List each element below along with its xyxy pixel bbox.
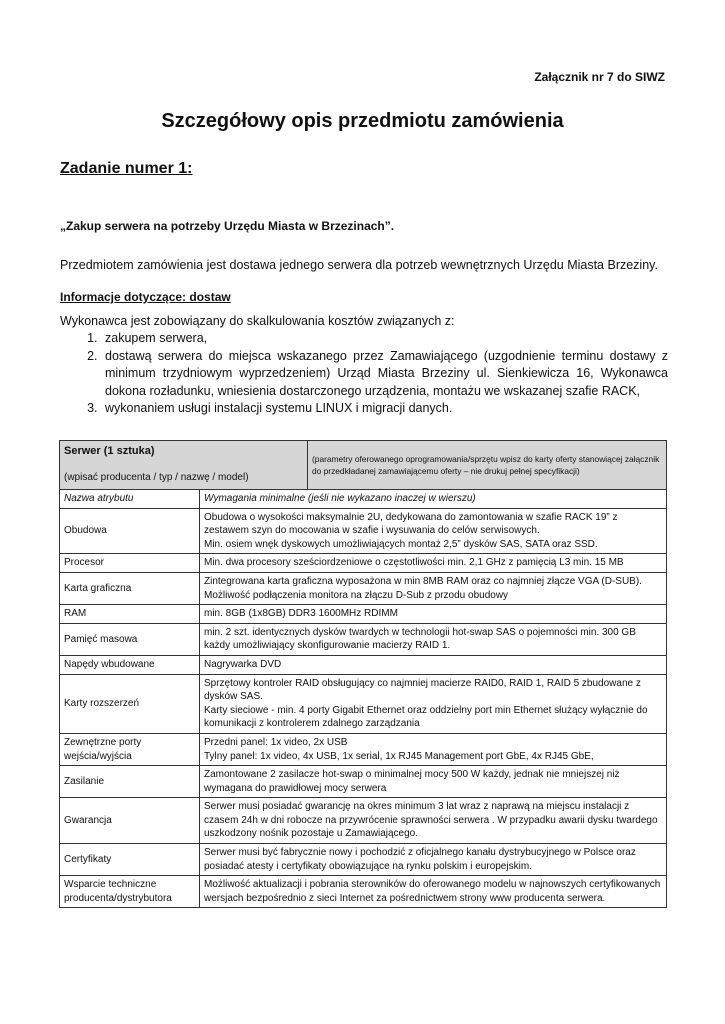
table-header-row xyxy=(60,441,667,490)
table-row xyxy=(60,554,667,573)
requirement-cell: Przedni panel: 1x video, 2x USB Tylny panel: 1x video, 4x USB, 1x serial, 1x RJ45 Management port GbE, 4x RJ45 GbE, xyxy=(200,733,667,765)
requirement-cell: Min. dwa procesory sześciordzeniowe o częstotliwości min. 2,1 GHz z pamięcią L3 min. 15 MB xyxy=(200,554,667,573)
spec-body xyxy=(60,508,667,908)
subject-line: „Zakup serwera na potrzeby Urzędu Miasta w Brzezinach”. xyxy=(60,219,395,233)
attribute-cell: Karta graficzna xyxy=(60,572,200,604)
attribute-cell: Zewnętrzne porty wejścia/wyjścia xyxy=(60,733,200,765)
requirement-cell: Sprzętowy kontroler RAID obsługujący co najmniej macierze RAID0, RAID 1, RAID 5 zbudowane z dysków SAS. Karty sieciowe - min. 4 porty Gigabit Ethernet oraz oddzielny port min Ethernet służący wyłącznie do komunikacji z kontrolerem zdalnego zarządzania xyxy=(200,674,667,733)
page-title: Szczegółowy opis przedmiotu zamówienia xyxy=(161,110,564,132)
attribute-cell: Gwarancja xyxy=(60,798,200,844)
column-header-row xyxy=(60,490,667,509)
attribute-cell: Napędy wbudowane xyxy=(60,655,200,674)
attribute-cell: Certyfikaty xyxy=(60,844,200,876)
requirement-cell: min. 2 szt. identycznych dysków twardych w technologii hot-swap SAS o pojemności min. 300 GB każdy umożliwiający skonfigurowanie macierzy RAID 1. xyxy=(200,623,667,655)
task-heading: Zadanie numer 1: xyxy=(60,160,193,177)
info-heading: Informacje dotyczące: dostaw xyxy=(60,290,231,304)
table-row xyxy=(60,572,667,604)
table-row xyxy=(60,844,667,876)
attribute-cell: Pamięć masowa xyxy=(60,623,200,655)
attribute-cell: Zasilanie xyxy=(60,766,200,798)
table-row xyxy=(60,876,667,908)
requirement-cell: Możliwość aktualizacji i pobrania sterowników do oferowanego modelu w najnowszych certyfikowanych wersjach bezpośrednio z sieci Internet za pośrednictwem strony www producenta serwera. xyxy=(200,876,667,908)
requirement-cell: Zintegrowana karta graficzna wyposażona w min 8MB RAM oraz co najmniej złącze VGA (D-SUB). Możliwość podłączenia monitora na złączu D-Sub z przodu obudowy xyxy=(200,572,667,604)
attribute-cell: Wsparcie techniczne producenta/dystrybutora xyxy=(60,876,200,908)
attachment-label: Załącznik nr 7 do SIWZ xyxy=(534,70,665,84)
server-title: Serwer (1 sztuka) xyxy=(64,445,155,457)
table-row xyxy=(60,655,667,674)
requirement-cell: Serwer musi być fabrycznie nowy i pochodzić z oficjalnego kanału dystrybucyjnego w Polsce oraz posiadać atesty i certyfikaty obowiązujące na rynku polskim i europejskim. xyxy=(200,844,667,876)
table-row xyxy=(60,766,667,798)
attribute-cell: Procesor xyxy=(60,554,200,573)
table-row xyxy=(60,733,667,765)
table-row xyxy=(60,623,667,655)
requirement-cell: Obudowa o wysokości maksymalnie 2U, dedykowana do zamontowania w szafie RACK 19” z zestawem szyn do mocowania w szafie i wysuwania do celów serwisowych. Min. osiem wnęk dyskowych umożliwiających montaż 2,5” dysków SAS, SATA oraz SSD. xyxy=(200,508,667,554)
table-row xyxy=(60,605,667,624)
table-row xyxy=(60,798,667,844)
intro-paragraph: Przedmiotem zamówienia jest dostawa jednego serwera dla potrzeb wewnętrznych Urzędu Miasta Brzeziny. xyxy=(60,258,658,272)
list-item: 2. dostawą serwera do miejsca wskazanego przez Zamawiającego (uzgodnienie terminu dostawy z minimum trzydniowym wyprzedzeniem) Urząd Miasta Brzeziny ul. Sienkiewicza 16, Wykonawca dokona rozładunku, wniesienia dostarczonego urządzenia, montażu we wskazanej szafie RACK, xyxy=(101,348,668,401)
list-item: 3. wykonaniem usługi instalacji systemu LINUX i migracji danych. xyxy=(101,400,668,418)
attribute-cell: RAM xyxy=(60,605,200,624)
col-req-header: Wymagania minimalne (jeśli nie wykazano inaczej w wierszu) xyxy=(200,490,667,509)
attribute-cell: Obudowa xyxy=(60,508,200,554)
server-subtitle: (wpisać producenta / typ / nazwę / model) xyxy=(64,471,249,483)
list-item: 1. zakupem serwera, xyxy=(101,330,668,348)
obligations-list xyxy=(60,330,668,418)
header-note: (parametry oferowanego oprogramowania/sprzętu wpisz do karty oferty stanowiącej załącznik do przedkładanej zamawiającemu oferty – nie drukuj pełnej specyfikacji) xyxy=(308,441,667,490)
table-row xyxy=(60,674,667,733)
table-row xyxy=(60,508,667,554)
requirement-cell: min. 8GB (1x8GB) DDR3 1600MHz RDIMM xyxy=(200,605,667,624)
spec-table xyxy=(59,440,667,908)
requirement-cell: Serwer musi posiadać gwarancję na okres minimum 3 lat wraz z naprawą na miejscu instalacji z czasem 24h w dni robocze na przywrócenie sprawności serwera . W przypadku awarii dysku twardego uszkodzony nośnik pozostaje u Zamawiającego. xyxy=(200,798,667,844)
requirement-cell: Zamontowane 2 zasilacze hot-swap o minimalnej mocy 500 W każdy, jednak nie mniejszej niż wymagana do prawidłowej mocy serwera xyxy=(200,766,667,798)
col-attr-header: Nazwa atrybutu xyxy=(60,490,200,509)
header-cell-server xyxy=(60,441,308,490)
requirement-cell: Nagrywarka DVD xyxy=(200,655,667,674)
contractor-paragraph: Wykonawca jest zobowiązany do skalkulowania kosztów związanych z: xyxy=(60,314,455,328)
attribute-cell: Karty rozszerzeń xyxy=(60,674,200,733)
